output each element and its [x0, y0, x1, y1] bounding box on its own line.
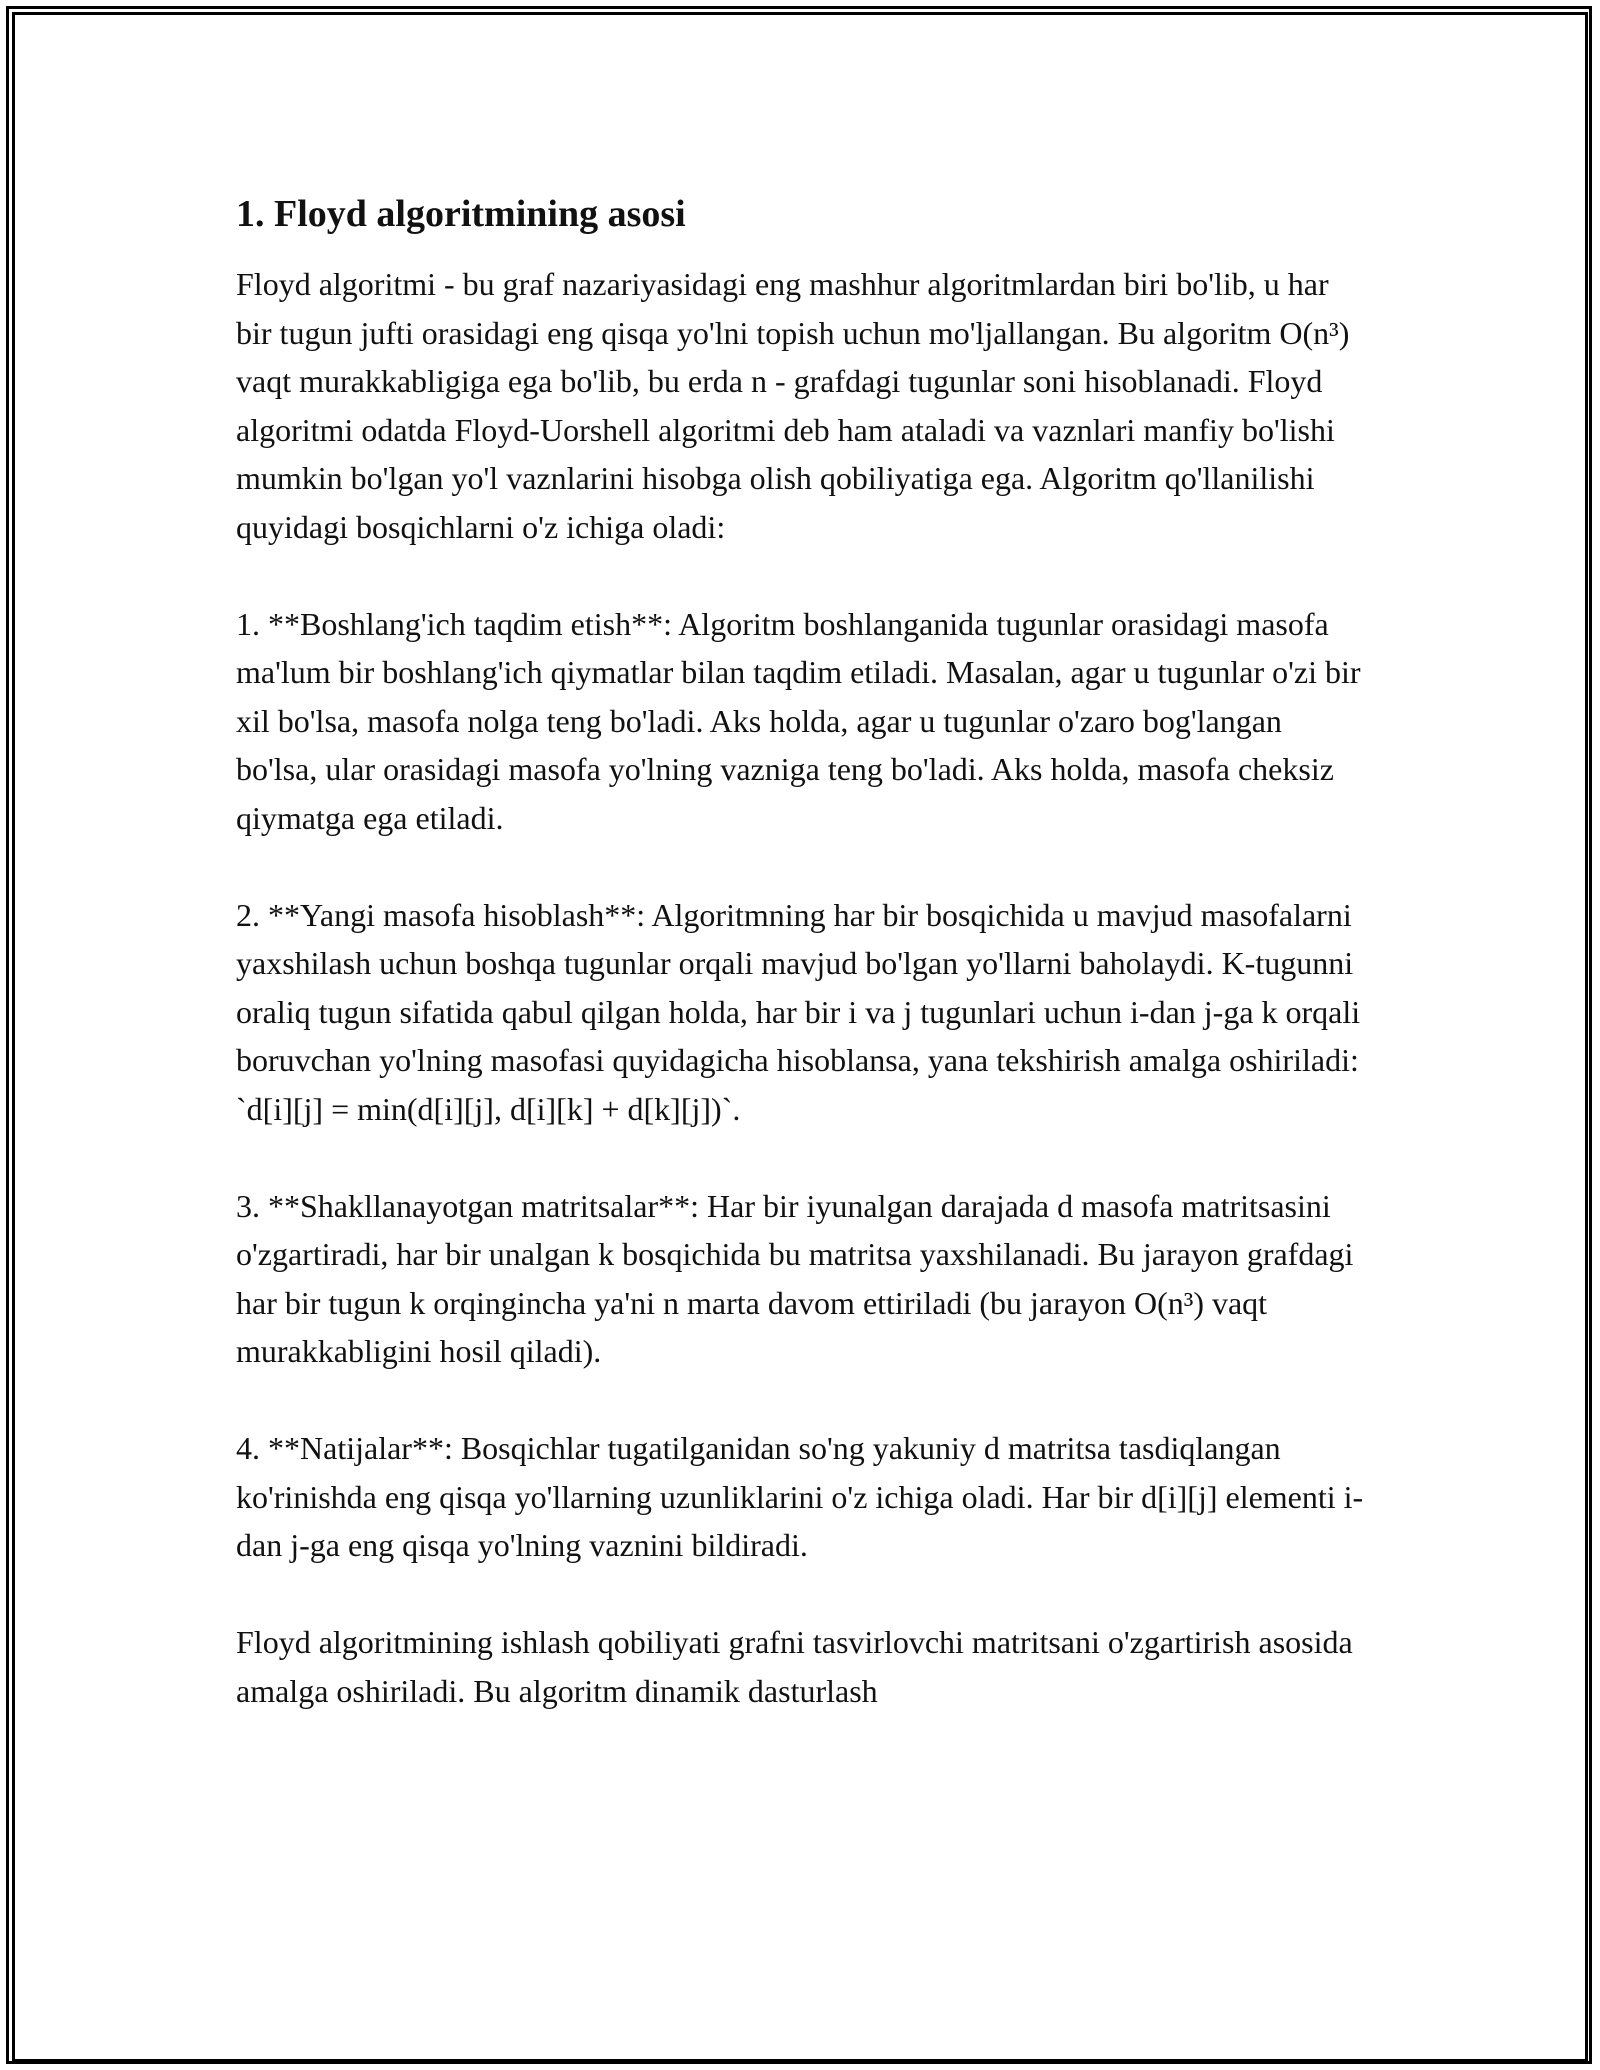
intro-paragraph: Floyd algoritmi - bu graf nazariyasidagi eng mashhur algoritmlardan biri bo'lib, u har bir tugun jufti orasidagi eng qisqa yo'lni topish uchun mo'ljallangan. Bu algoritm O(n³) vaqt murakkabligiga ega bo'lib, bu erda n - grafdagi tugunlar soni hisoblanadi. Floyd algoritmi odatda Floyd-Uorshell algoritmi deb ham ataladi va vaznlari manfiy bo'lishi mumkin bo'lgan yo'l vaznlarini hisobga olish qobiliyatiga ega. Algoritm qo'llanilishi quyidagi bosqichlarni o'z ichiga oladi: [236, 266, 1350, 545]
step-4-paragraph: 4. **Natijalar**: Bosqichlar tugatilganidan so'ng yakuniy d matritsa tasdiqlangan ko'rinishda eng qisqa yo'llarning uzunliklarini o'z ichiga oladi. Har bir d[i][j] elementi i-dan j-ga eng qisqa yo'lning vaznini bildiradi. [236, 1430, 1364, 1563]
closing-paragraph: Floyd algoritmining ishlash qobiliyati grafni tasvirlovchi matritsani o'zgartirish asosida amalga oshiriladi. Bu algoritm dinamik dasturlash [236, 1624, 1353, 1709]
step-2-paragraph: 2. **Yangi masofa hisoblash**: Algoritmning har bir bosqichida u mavjud masofalarni yaxshilash uchun boshqa tugunlar orqali mavjud bo'lgan yo'llarni baholaydi. K-tugunni oraliq tugun sifatida qabul qilgan holda, har bir i va j tugunlari uchun i-dan j-ga k orqali boruvchan yo'lning masofasi quyidagicha hisoblansa, yana tekshirish amalga oshiriladi: `d[i][j] = min(d[i][j], d[i][k] + d[k][j])`. [236, 896, 1361, 1127]
section-heading: 1. Floyd algoritmining asosi [236, 193, 686, 235]
document-body [236, 190, 1366, 1764]
step-3-paragraph: 3. **Shakllanayotgan matritsalar**: Har bir iyunalgan darajada d masofa matritsasini o'zgartiradi, har bir unalgan k bosqichida bu matritsa yaxshilanadi. Bu jarayon grafdagi har bir tugun k orqingincha ya'ni n marta davom ettiriladi (bu jarayon O(n³) vaqt murakkabligini hosil qiladi). [236, 1187, 1354, 1369]
step-1-paragraph: 1. **Boshlang'ich taqdim etish**: Algoritm boshlanganida tugunlar orasidagi masofa ma'lum bir boshlang'ich qiymatlar bilan taqdim etiladi. Masalan, agar u tugunlar o'zi bir xil bo'lsa, masofa nolga teng bo'ladi. Aks holda, agar u tugunlar o'zaro bog'langan bo'lsa, ular orasidagi masofa yo'lning vazniga teng bo'ladi. Aks holda, masofa cheksiz qiymatga ega etiladi. [236, 605, 1361, 836]
